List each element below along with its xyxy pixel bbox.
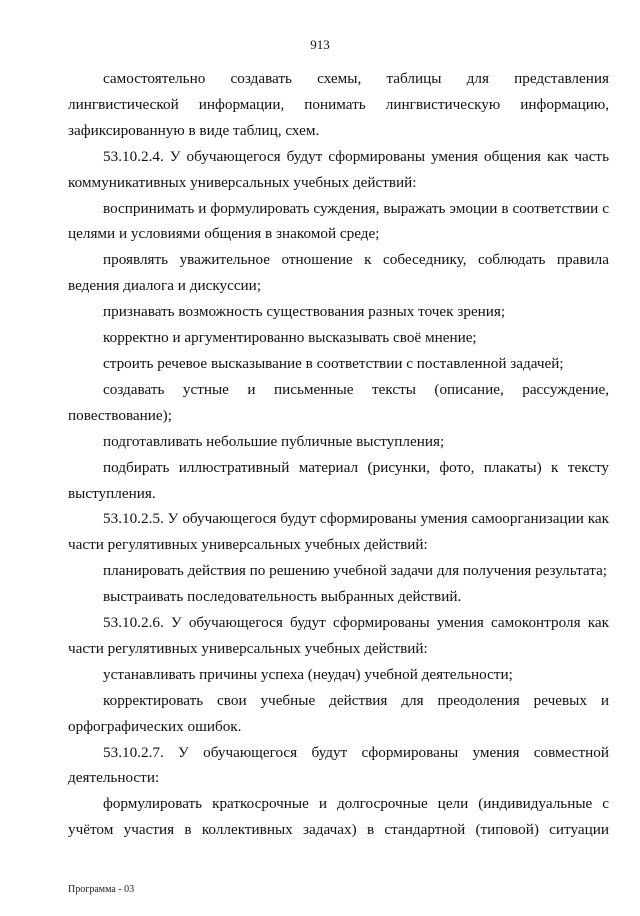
paragraph: проявлять уважительное отношение к собеседнику, соблюдать правила ведения диалога и дискуссии; xyxy=(68,251,609,295)
paragraph: подбирать иллюстративный материал (рисунки, фото, плакаты) к тексту выступления. xyxy=(68,458,609,502)
paragraph: планировать действия по решению учебной задачи для получения результата; xyxy=(103,562,608,580)
paragraph: формулировать краткосрочные и долгосрочные цели (индивидуальные с учётом участия в коллективных задачах) в стандартной (типовой) ситуации xyxy=(68,795,609,839)
body-text xyxy=(68,66,609,843)
paragraph: создавать устные и письменные тексты (описание, рассуждение, повествование); xyxy=(68,380,609,424)
paragraph: устанавливать причины успеха (неудач) учебной деятельности; xyxy=(103,665,513,683)
paragraph: 53.10.2.6. У обучающегося будут сформированы умения самоконтроля как части регулятивных универсальных учебных действий: xyxy=(68,614,609,657)
paragraph: 53.10.2.5. У обучающегося будут сформированы умения самоорганизации как части регулятивных универсальных учебных действий: xyxy=(68,510,609,554)
paragraph: корректировать свои учебные действия для преодоления речевых и орфографических ошибок. xyxy=(68,691,609,735)
paragraph: самостоятельно создавать схемы, таблицы для представления лингвистической информации, понимать лингвистическую информацию, зафиксированную в виде таблиц, схем. xyxy=(68,70,609,139)
paragraph: 53.10.2.4. У обучающегося будут сформированы умения общения как часть коммуникативных универсальных учебных действий: xyxy=(68,147,609,191)
paragraph: воспринимать и формулировать суждения, выражать эмоции в соответствии с целями и условиями общения в знакомой среде; xyxy=(68,199,609,243)
paragraph: строить речевое высказывание в соответствии с поставленной задачей; xyxy=(103,354,564,372)
paragraph: признавать возможность существования разных точек зрения; xyxy=(103,303,506,321)
paragraph: 53.10.2.7. У обучающегося будут сформированы умения совместной деятельности: xyxy=(68,743,609,787)
page-number: 913 xyxy=(310,37,330,52)
footer-label: Программа - 03 xyxy=(68,884,135,895)
paragraph: выстраивать последовательность выбранных действий. xyxy=(103,588,462,606)
paragraph: подготавливать небольшие публичные выступления; xyxy=(103,432,445,450)
paragraph: корректно и аргументированно высказывать своё мнение; xyxy=(103,329,477,347)
